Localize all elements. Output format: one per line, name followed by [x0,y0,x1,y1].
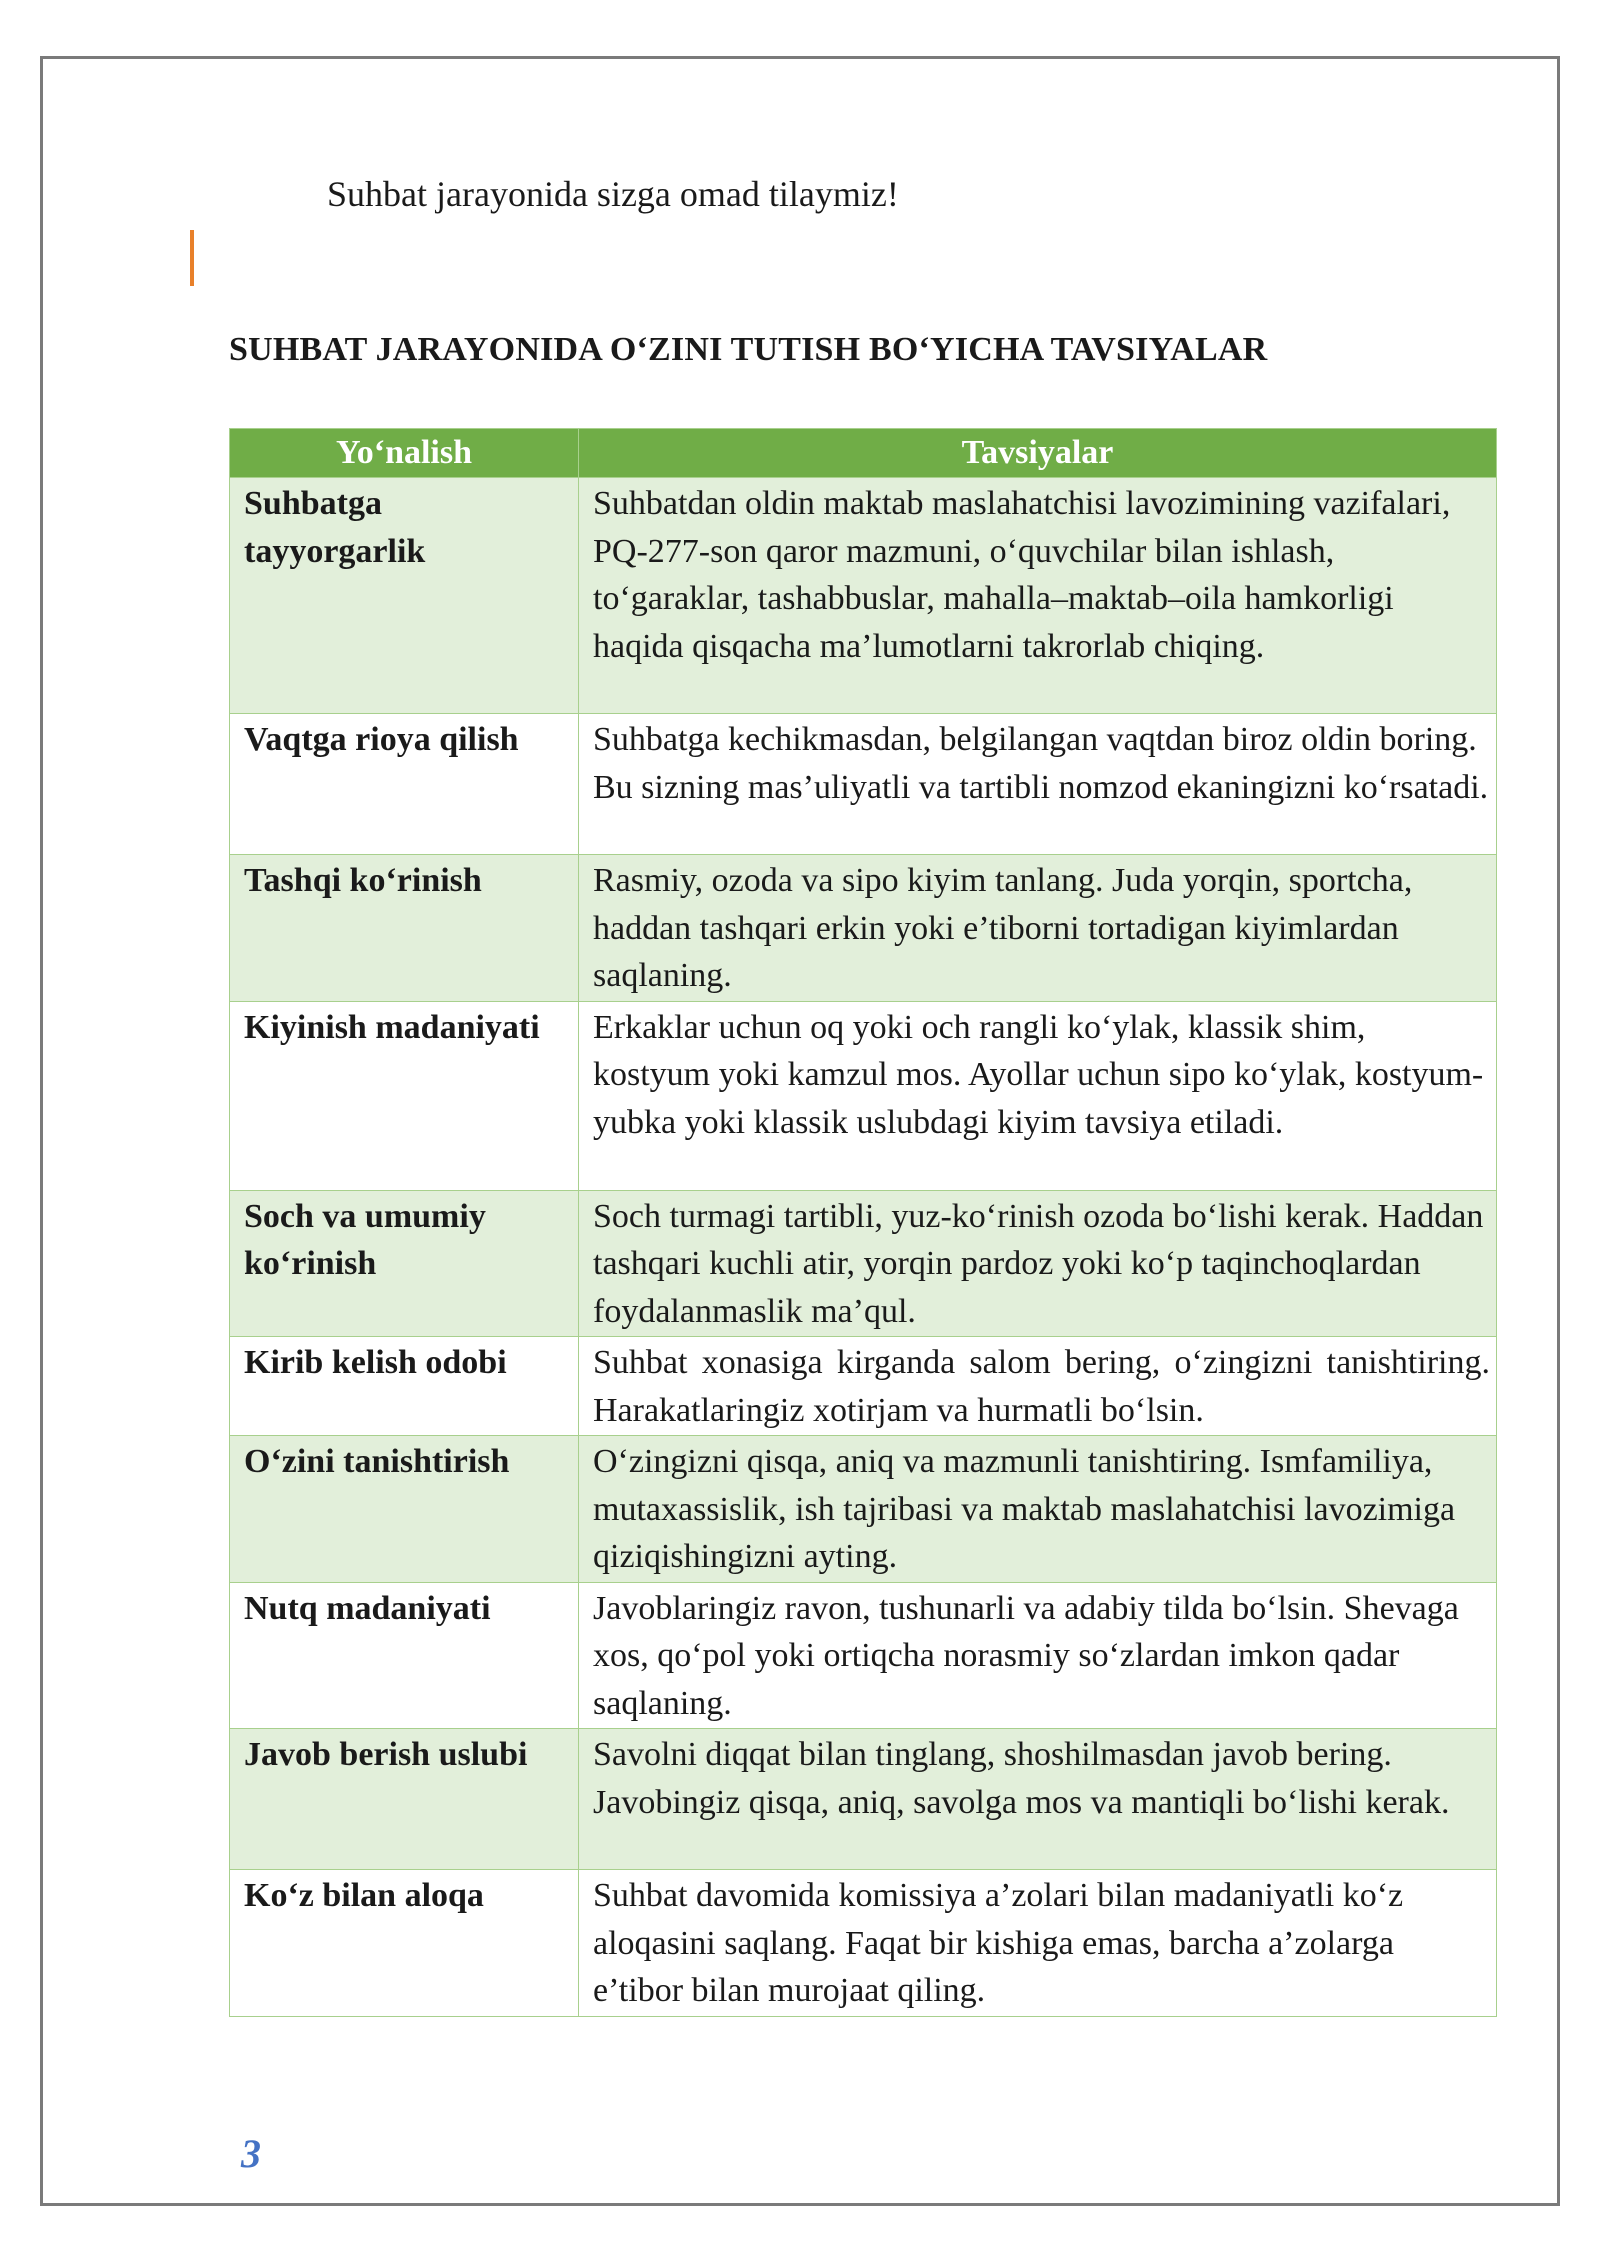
recommendation-cell: Suhbat davomida komissiya a’zolari bilan madaniyatli ko‘z aloqasini saqlang. Faqat bir kishiga emas, barcha a’zolarga e’tibor bilan murojaat qiling. [579,1870,1497,2017]
section-heading: SUHBAT JARAYONIDA O‘ZINI TUTISH BO‘YICHA TAVSIYALAR [229,331,1268,368]
direction-cell: Javob berish uslubi [230,1729,579,1870]
direction-cell: Soch va umumiy ko‘rinish [230,1190,579,1337]
recommendation-cell: Javoblaringiz ravon, tushunarli va adabiy tilda bo‘lsin. Shevaga xos, qo‘pol yoki ortiqcha norasmiy so‘zlardan imkon qadar saqlaning. [579,1582,1497,1729]
direction-cell: Vaqtga rioya qilish [230,714,579,855]
recommendation-cell: Suhbatdan oldin maktab maslahatchisi lavozimining vazifalari, PQ-277-son qaror mazmuni, o‘quvchilar bilan ishlash, to‘garaklar, tashabbuslar, mahalla–maktab–oila hamkorligi haqida qisqacha ma’lumotlarni takrorlab chiqing. [579,478,1497,714]
direction-cell: Kirib kelish odobi [230,1337,579,1436]
recommendation-cell: Erkaklar uchun oq yoki och rangli ko‘ylak, klassik shim, kostyum yoki kamzul mos. Ayollar uchun sipo ko‘ylak, kostyum-yubka yoki klassik uslubdagi kiyim tavsiya etiladi. [579,1001,1497,1190]
table-header-row [230,429,1497,478]
direction-cell: Kiyinish madaniyati [230,1001,579,1190]
table-row [230,855,1497,1002]
table-row [230,1870,1497,2017]
direction-cell: Ko‘z bilan aloqa [230,1870,579,2017]
table-row [230,1190,1497,1337]
recommendation-cell: Suhbat xonasiga kirganda salom bering, o‘zingizni tanishtiring. Harakatlaringiz xotirjam va hurmatli bo‘lsin. [579,1337,1497,1436]
recommendation-cell: Soch turmagi tartibli, yuz-ko‘rinish ozoda bo‘lishi kerak. Haddan tashqari kuchli atir, yorqin pardoz yoki ko‘p taqinchoqlardan foydalanmaslik ma’qul. [579,1190,1497,1337]
recommendation-cell: Suhbatga kechikmasdan, belgilangan vaqtdan biroz oldin boring. Bu sizning mas’uliyatli va tartibli nomzod ekaningizni ko‘rsatadi. [579,714,1497,855]
table-row [230,1582,1497,1729]
table-row [230,1337,1497,1436]
intro-text: Suhbat jarayonida sizga omad tilaymiz! [327,174,899,214]
direction-cell: Nutq madaniyati [230,1582,579,1729]
direction-cell: Suhbatga tayyorgarlik [230,478,579,714]
text-cursor [190,230,194,286]
table-row [230,478,1497,714]
column-header-direction: Yo‘nalish [230,429,579,478]
direction-cell: O‘zini tanishtirish [230,1436,579,1583]
column-header-recommendations: Tavsiyalar [579,429,1497,478]
table-row [230,714,1497,855]
table-row [230,1729,1497,1870]
direction-cell: Tashqi ko‘rinish [230,855,579,1002]
recommendations-table [229,428,1497,2017]
recommendation-cell: Savolni diqqat bilan tinglang, shoshilmasdan javob bering. Javobingiz qisqa, aniq, savolga mos va mantiqli bo‘lishi kerak. [579,1729,1497,1870]
recommendation-cell: Rasmiy, ozoda va sipo kiyim tanlang. Juda yorqin, sportcha, haddan tashqari erkin yoki e’tiborni tortadigan kiyimlardan saqlaning. [579,855,1497,1002]
table-row [230,1436,1497,1583]
recommendation-cell: O‘zingizni qisqa, aniq va mazmunli tanishtiring. Ismfamiliya, mutaxassislik, ish tajribasi va maktab maslahatchisi lavozimiga qiziqishingizni ayting. [579,1436,1497,1583]
page-number: 3 [241,2131,261,2176]
table-row [230,1001,1497,1190]
